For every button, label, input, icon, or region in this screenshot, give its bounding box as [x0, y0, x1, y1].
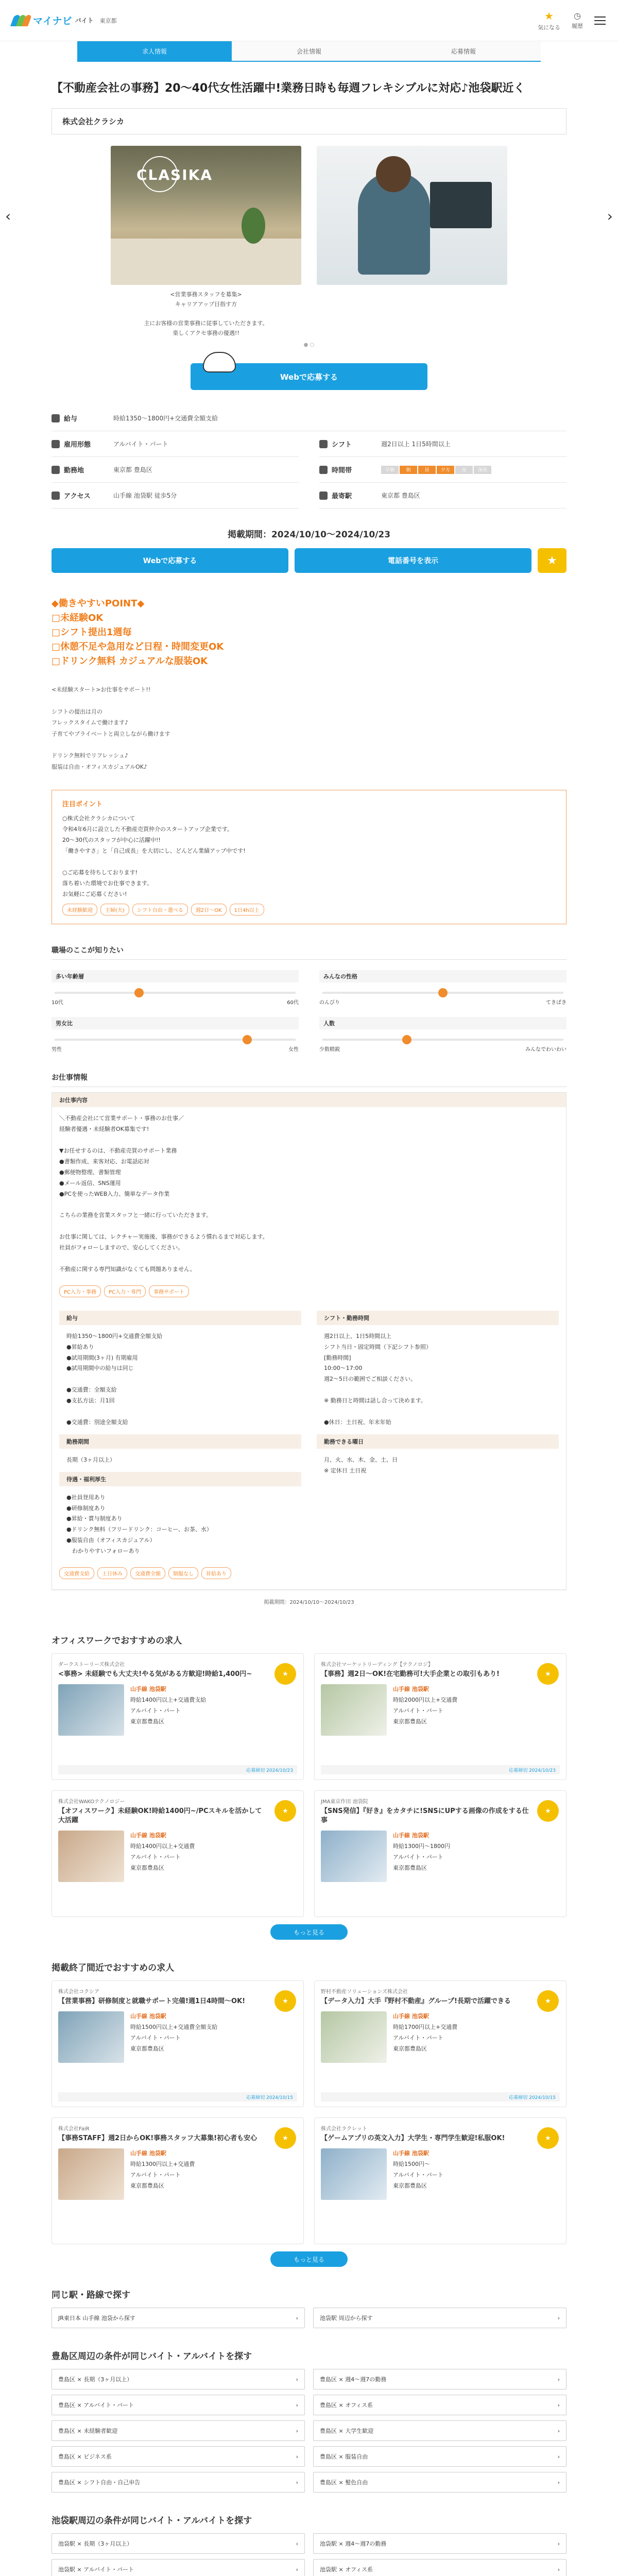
tab-apply-info[interactable]: 応募情報 [386, 41, 541, 61]
job-card[interactable] [52, 1653, 304, 1780]
card-title[interactable]: 【ゲームアプリの英文入力】大学生・専門学生歓迎!私服OK! [321, 2134, 505, 2143]
chevron-right-icon: › [296, 2427, 298, 2434]
staff-photo [317, 146, 507, 285]
rec1-cards [52, 1653, 566, 1917]
feature-tag[interactable]: 昇給あり [201, 1567, 231, 1579]
job-title: 【不動産会社の事務】20〜40代女性活躍中!業務日時も毎週フレキシブルに対応♪池袋駅近く [52, 82, 525, 95]
calendar-icon [319, 440, 328, 448]
scale-item: 男女比 男性 女性 [52, 1017, 299, 1053]
access-row: アクセス 山手線 池袋駅 徒歩5分 [52, 483, 299, 509]
rec1-more-button[interactable]: もっと見る [270, 1924, 348, 1940]
card-salary: 時給1500円以上+交通費全額支給 [130, 2024, 218, 2031]
area2-links [52, 2533, 566, 2576]
attention-title: 注目ポイント [62, 801, 103, 809]
gallery-slide [111, 146, 301, 338]
rec1-title: オフィスワークでおすすめの求人 [52, 1636, 182, 1647]
time-row: 時間帯 早朝 朝 昼 夕方 夜 深夜 [319, 457, 566, 483]
feature-tag[interactable]: 1日4h以上 [230, 904, 264, 916]
job-summary [52, 405, 566, 509]
rec2-more-button[interactable]: もっと見る [270, 2251, 348, 2267]
card-company: 株式会社ラクレット [321, 2126, 367, 2132]
chevron-right-icon: › [557, 2479, 560, 2486]
rec2-cards [52, 1980, 566, 2244]
card-photo [58, 2148, 124, 2200]
workplace-scales [52, 970, 566, 1053]
yen-icon [52, 414, 60, 422]
condition-link[interactable]: 池袋駅 × 週4〜週7の勤務 › [313, 2533, 566, 2554]
feature-tag[interactable]: 週2日〜OK [191, 904, 227, 916]
feature-tag[interactable]: 交通費全額 [130, 1567, 165, 1579]
card-station: 山手線 池袋駅 [393, 2150, 429, 2157]
pin-icon [319, 492, 328, 500]
tab-job-info[interactable]: 求人情報 [77, 41, 232, 61]
time-slot: 深夜 [474, 466, 491, 474]
gallery-slide [317, 146, 507, 338]
work-points [52, 597, 566, 668]
card-employment: アルバイト・パート [130, 1707, 181, 1714]
card-employment: アルバイト・パート [393, 1854, 443, 1861]
job-tabs [77, 41, 541, 62]
card-salary: 時給1300円〜1800円 [393, 1843, 450, 1850]
chevron-right-icon: › [296, 2453, 298, 2460]
job-card[interactable] [314, 1980, 566, 2107]
published-period: 掲載期間：2024/10/10〜2024/10/23 [52, 1590, 566, 1613]
card-company: 株式会社マーケットリーディング【テクノロジ】 [321, 1662, 433, 1668]
site-header [0, 0, 618, 41]
shift-heading: シフト・勤務時間 [317, 1311, 559, 1325]
line-search-link[interactable]: JR東日本 山手線 池袋から探す › [52, 2308, 305, 2328]
card-employment: アルバイト・パート [393, 1707, 443, 1714]
time-slot: 夜 [455, 466, 473, 474]
salary-heading: 給与 [59, 1311, 301, 1325]
card-station: 山手線 池袋駅 [130, 2013, 166, 2020]
chevron-right-icon: › [557, 2540, 560, 2547]
building-icon [52, 466, 60, 474]
tab-company-info[interactable]: 会社情報 [232, 41, 386, 61]
mascot-icon [203, 352, 236, 372]
chevron-right-icon: › [557, 2453, 560, 2460]
job-card[interactable] [52, 1980, 304, 2107]
time-slot: 昼 [418, 466, 436, 474]
card-title[interactable]: 【オフィスワーク】未経験OK!時給1400円~/PCスキルを活かして大活躍 [58, 1807, 262, 1825]
favorite-star-button[interactable] [538, 548, 566, 573]
condition-link[interactable]: 豊島区 × 長期（3ヶ月以上） › [52, 2369, 305, 2389]
condition-link[interactable]: 池袋駅 × アルバイト・パート › [52, 2559, 305, 2576]
favorite-star-icon[interactable]: ★ [537, 1663, 559, 1685]
category-tag[interactable]: 事務サポート [149, 1285, 189, 1297]
category-tag[interactable]: PC入力・専門 [104, 1285, 146, 1297]
favorites-button[interactable] [538, 10, 560, 31]
star-icon: ★ [547, 554, 557, 567]
card-salary: 時給1400円以上+交通費 [130, 1843, 195, 1850]
card-deadline: 応募締切 2024/10/23 [58, 1765, 297, 1774]
card-employment: アルバイト・パート [393, 2034, 443, 2041]
card-salary: 時給2000円以上+交通費 [393, 1697, 458, 1704]
web-apply-button[interactable]: Webで応募する [191, 363, 427, 390]
card-station: 山手線 池袋駅 [393, 1832, 429, 1839]
scale-item: みんなの性格 のんびり てきぱき [319, 970, 566, 1006]
menu-icon[interactable] [594, 16, 606, 25]
card-title[interactable]: 【事務STAFF】週2日からOK!事務スタッフ大募集!初心者も安心 [58, 2134, 258, 2143]
card-area: 東京都豊島区 [130, 2045, 164, 2052]
card-title[interactable]: 【SNS発信】『好き』をカタチに!SNSにUPする画像の作成をする仕事 [321, 1807, 529, 1825]
work-info-section [52, 1072, 566, 1613]
chevron-right-icon: › [557, 2401, 560, 2409]
card-company: 株式会社WAKOテクノロジー [58, 1799, 125, 1805]
condition-link[interactable]: 豊島区 × 週4〜週7の勤務 › [313, 2369, 566, 2389]
point-item: □未経験OK [52, 613, 104, 624]
card-photo [58, 1684, 124, 1736]
time-slot: 朝 [400, 466, 417, 474]
area2-title: 池袋駅周辺の条件が同じバイト・アルバイトを探す [52, 2516, 252, 2527]
chevron-right-icon: › [296, 2566, 298, 2573]
benefit-heading: 待遇・福利厚生 [59, 1472, 301, 1486]
favorite-star-icon[interactable]: ★ [274, 1663, 296, 1685]
feature-tag[interactable]: 制服なし [168, 1567, 198, 1579]
term-text: 長期（3ヶ月以上） [66, 1456, 115, 1463]
days-text: 月、火、水、木、金、土、日 ※ 定休日 土日祝 [324, 1456, 398, 1474]
chevron-right-icon: › [296, 2479, 298, 2486]
time-slot-bar [381, 466, 566, 474]
card-photo [321, 1831, 387, 1882]
favorite-star-icon[interactable]: ★ [274, 1990, 296, 2012]
benefit-text: ●社員登用あり ●研修制度あり ●昇給・賞与制度あり ●ドリンク無料（フリードリンク：コーヒー、お茶、水） ●服装自由（オフィスカジュアル） わかりやすいフォローあり [66, 1494, 212, 1555]
chevron-right-icon: › [296, 2376, 298, 2383]
points-heading: ◆働きやすいPOINT◆ [52, 598, 145, 609]
office-photo [111, 146, 301, 285]
card-area: 東京都豊島区 [393, 1718, 427, 1725]
card-photo [58, 2011, 124, 2063]
card-area: 東京都豊島区 [393, 2045, 427, 2052]
condition-link[interactable]: 池袋駅 × 長期（3ヶ月以上） › [52, 2533, 305, 2554]
category-tag[interactable]: PC入力・事務 [59, 1285, 101, 1297]
area-label[interactable]: 東京都 [99, 17, 117, 24]
shift-row: シフト 週2日以上 1日5時間以上 [319, 431, 566, 457]
point-item: □シフト提出1週毎 [52, 627, 132, 638]
condition-link[interactable]: 豊島区 × アルバイト・パート › [52, 2395, 305, 2415]
card-station: 山手線 池袋駅 [130, 1832, 166, 1839]
card-station: 山手線 池袋駅 [130, 2150, 166, 2157]
card-station: 山手線 池袋駅 [393, 2013, 429, 2020]
card-salary: 時給1700円以上+交通費 [393, 2024, 458, 2031]
site-logo[interactable] [12, 13, 117, 27]
shift-text: 週2日以上、1日5時間以上 シフト当日・固定時間（下記シフト参照） [勤務時間] 10:00〜17:00 週2〜5日の範囲でご相談ください。 ※ 勤務日と時間は話し合って決めます。 ●休日：土日祝、年末年始 [324, 1332, 432, 1426]
prev-arrow-icon[interactable]: ‹ [5, 207, 11, 225]
area1-links [52, 2369, 566, 2493]
rec2-title: 掲載終了間近でおすすめの求人 [52, 1963, 175, 1974]
job-card[interactable] [314, 1653, 566, 1780]
work-info-title: お仕事情報 [52, 1072, 566, 1087]
favorite-star-icon[interactable]: ★ [274, 1800, 296, 1822]
card-employment: アルバイト・パート [393, 2171, 443, 2178]
clock-icon [319, 466, 328, 474]
same-line-title: 同じ駅・路線で探す [52, 2290, 130, 2301]
briefcase-icon [52, 440, 60, 448]
card-employment: アルバイト・パート [130, 2171, 181, 2178]
clock-icon: ◷ [574, 11, 581, 21]
job-description: <未経験スタート>お仕事をサポート!! シフトの提出は月の フレックスタイムで働けます♪ 子育てやプライベートと両立しながら働けます ドリンク無料でリフレッシュ♪ 服装は自由・オフィスカジュアルOK♪ [52, 686, 170, 770]
card-photo [58, 1831, 124, 1882]
company-name[interactable]: 株式会社クラシカ [52, 108, 566, 134]
card-area: 東京都豊島区 [130, 1865, 164, 1872]
card-station: 山手線 池袋駅 [393, 1686, 429, 1693]
card-company: JMA東京作田 池袋院 [321, 1799, 368, 1805]
chevron-right-icon: › [296, 2540, 298, 2547]
card-title[interactable]: 【営業事務】研修制度と就職サポート完備!週1日4時間〜OK! [58, 1997, 246, 2006]
feature-tag[interactable]: 土日休み [97, 1567, 127, 1579]
favorites-label: 気になる [538, 24, 560, 31]
chevron-right-icon: › [557, 2566, 560, 2573]
job-card[interactable] [314, 2117, 566, 2244]
location-row: 勤務地 東京都 豊島区 [52, 457, 299, 483]
time-slot: 早朝 [381, 466, 399, 474]
card-employment: アルバイト・パート [130, 1854, 181, 1861]
card-salary: 時給1400円以上+交通費支給 [130, 1697, 207, 1704]
term-heading: 勤務期間 [59, 1434, 301, 1449]
card-salary: 時給1300円以上+交通費 [130, 2161, 195, 2168]
favorite-star-icon[interactable]: ★ [537, 2127, 559, 2149]
favorite-star-icon[interactable]: ★ [537, 1990, 559, 2012]
job-card[interactable] [52, 2117, 304, 2244]
card-deadline: 応募締切 2024/10/23 [321, 1765, 560, 1774]
feature-tag[interactable]: 未経験歓迎 [62, 904, 97, 916]
salary-text: 時給1350〜1800円+交通費全額支給 ●昇給あり ●試用期間(3ヶ月) 有期雇用 ●試用期間中の給与は同じ ●交通費：全額支給 ●支払方法：月1回 ●交通費：別途全額支給 [66, 1332, 163, 1426]
chevron-right-icon: › [557, 2314, 560, 2321]
condition-link[interactable]: 豊島区 × 大学生歓迎 › [313, 2420, 566, 2441]
favorite-star-icon[interactable]: ★ [537, 1800, 559, 1822]
photo-gallery [5, 146, 613, 338]
card-station: 山手線 池袋駅 [130, 1686, 166, 1693]
point-item: □休憩不足や急用など日程・時間変更OK [52, 641, 224, 652]
station-search-link[interactable]: 池袋駅 周辺から探す › [313, 2308, 566, 2328]
condition-link[interactable]: 豊島区 × 髪色自由 › [313, 2472, 566, 2493]
condition-link[interactable]: 豊島区 × 服装自由 › [313, 2446, 566, 2467]
office-sign-text: CLASIKA [136, 166, 213, 183]
condition-link[interactable]: 豊島区 × オフィス系 › [313, 2395, 566, 2415]
logo-mark-icon [12, 15, 30, 26]
scale-item: 多い年齢層 10代 60代 [52, 970, 299, 1006]
brand-name: マイナビ [33, 15, 72, 27]
phone-apply-button[interactable]: 電話番号を表示 [295, 548, 531, 573]
chevron-right-icon: › [296, 2401, 298, 2409]
card-employment: アルバイト・パート [130, 2034, 181, 2041]
job-card[interactable] [314, 1790, 566, 1917]
gallery-dots[interactable]: ● ○ [303, 342, 315, 348]
feature-tag[interactable]: 交通費支給 [59, 1567, 94, 1579]
chevron-right-icon: › [557, 2376, 560, 2383]
salary-row: 給与 時給1350〜1800円+交通費全額支給 [52, 405, 566, 431]
condition-link[interactable]: 豊島区 × 未経験者歓迎 › [52, 2420, 305, 2441]
next-arrow-icon[interactable]: › [607, 207, 613, 225]
card-deadline: 応募締切 2024/10/15 [58, 2092, 297, 2102]
card-area: 東京都豊島区 [393, 1865, 427, 1872]
star-icon: ★ [544, 9, 554, 22]
attention-text: ○株式会社クラシカについて 令和4年6月に設立した不動産売買仲介のスタートアップ企業です。 20〜30代のスタッフが中心に活躍中!! 「働きやすさ」と「自己成長」を大切にし、どんどん業績アップ中です! ○ご応募を待ちしております! 落ち着いた環境でお仕事できます。 お気軽にご応募ください! [62, 815, 246, 897]
card-photo [321, 1684, 387, 1736]
card-area: 東京都豊島区 [130, 2182, 164, 2189]
condition-link[interactable]: 豊島区 × シフト自由・自己申告 › [52, 2472, 305, 2493]
time-slot: 夕方 [437, 466, 454, 474]
card-title[interactable]: <事務> 未経験でも大丈夫!やる気がある方歓迎!時給1,400円~ [58, 1670, 252, 1679]
card-company: 株式会社コクシア [58, 1989, 99, 1995]
card-salary: 時給1500円〜 [393, 2161, 430, 2168]
card-company: 株式会社FaiR [58, 2126, 90, 2132]
web-apply-button[interactable]: Webで応募する [52, 548, 288, 573]
attention-box [52, 790, 566, 924]
point-item: □ドリンク無料 カジュアルな服装OK [52, 655, 208, 667]
chevron-right-icon: › [557, 2427, 560, 2434]
work-content-heading: お仕事内容 [52, 1093, 566, 1107]
listing-period: 掲載期間：2024/10/10〜2024/10/23 [227, 530, 391, 540]
brand-sub: バイト [75, 17, 94, 24]
card-title[interactable]: 【データ入力】大手『野村不動産』グループ!長期で活躍できる [321, 1997, 511, 2006]
card-photo [321, 2148, 387, 2200]
card-area: 東京都豊島区 [393, 2182, 427, 2189]
work-content-text: ＼不動産会社にて営業サポート・事務のお仕事／ 経験者優遇・未経験者OK募集です! ▼お任せするのは、不動産売買のサポート業務 ●書類作成、来客対応、お電話応対 ●郵便物整理、書類管理 ●メール返信、SNS運用 ●PCを使ったWEB入力、簡単なデータ作業 こちらの業務を営業スタッフと一緒に行っていただきます。 お仕事に関しては、レクチャー実施後、事務ができるよう慣れるまで対応します。 社員がフォローしますので、安心してください。 不動産に関する専門知識がなくても問題ありません。 [59, 1115, 268, 1273]
favorite-star-icon[interactable]: ★ [274, 2127, 296, 2149]
workplace-section-title: 職場のここが知りたい [52, 945, 566, 960]
history-button[interactable] [572, 11, 583, 30]
card-title[interactable]: 【事務】週2日〜OK!在宅勤務可!大手企業との取引もあり! [321, 1670, 500, 1679]
card-company: 野村不動産ソリューションズ株式会社 [321, 1989, 408, 1995]
area1-title: 豊島区周辺の条件が同じバイト・アルバイトを探す [52, 2351, 252, 2362]
card-area: 東京都豊島区 [130, 1718, 164, 1725]
card-photo [321, 2011, 387, 2063]
card-company: ダークストーリーズ株式会社 [58, 1662, 125, 1668]
history-label: 履歴 [572, 23, 583, 29]
scale-item: 人数 少数精鋭 みんなでわいわい [319, 1017, 566, 1053]
photo-caption: <営業事務スタッフを募集> キャリアアップ目指す方 主にお客様の営業事務に従事していただきます。 楽しくアクセ事務の優遇!! [144, 291, 268, 336]
station-row: 最寄駅 東京都 豊島区 [319, 483, 566, 509]
job-card[interactable] [52, 1790, 304, 1917]
train-icon [52, 492, 60, 500]
chevron-right-icon: › [296, 2314, 298, 2321]
feature-tag[interactable]: 主婦(夫) [100, 904, 129, 916]
card-deadline: 応募締切 2024/10/15 [321, 2092, 560, 2102]
condition-link[interactable]: 豊島区 × ビジネス系 › [52, 2446, 305, 2467]
days-heading: 勤務できる曜日 [317, 1434, 559, 1449]
condition-link[interactable]: 池袋駅 × オフィス系 › [313, 2559, 566, 2576]
employment-row: 雇用形態 アルバイト・パート [52, 431, 299, 457]
feature-tag[interactable]: シフト自由・選べる [132, 904, 188, 916]
